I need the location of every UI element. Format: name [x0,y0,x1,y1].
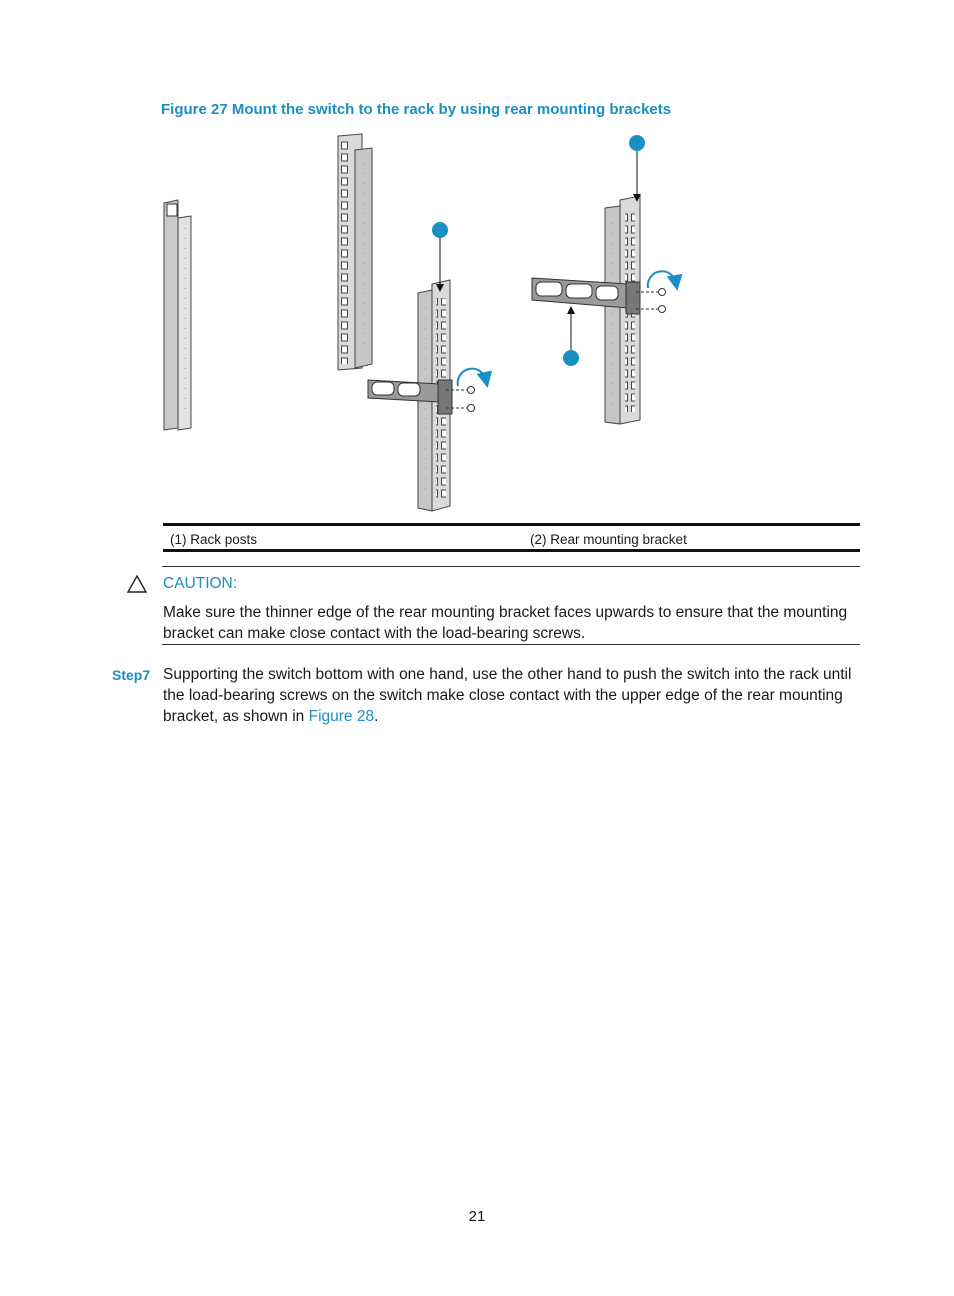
step-label: Step7 [112,667,151,683]
rack-post-center-lower [368,280,486,511]
caution-label: CAUTION: [163,575,238,592]
step-text [163,664,868,727]
callout-2 [563,310,579,366]
legend-rear-mounting-bracket: (2) Rear mounting bracket [530,532,687,547]
caution-top-rule [162,566,860,567]
figure-legend-table [163,523,860,552]
callout-1-center [432,222,448,288]
step-text-body: Supporting the switch bottom with one hand, use the other hand to push the switch into the rack until the load-bearing screws on the switch make close contact with the upper edge of the rear mounting bracket, as shown in [163,666,852,725]
page-number: 21 [468,1208,486,1225]
figure-title: Figure 27 Mount the switch to the rack by using rear mounting brackets [161,101,672,118]
caution-bottom-rule [162,644,860,645]
rack-post-left [164,200,191,430]
caution-triangle-icon [127,574,147,594]
caution-text: Make sure the thinner edge of the rear mounting bracket faces upwards to ensure that the mounting bracket can make close contact with the load-bearing screws. [163,604,848,642]
rack-mount-illustration [150,128,870,520]
step-text-end: . [374,708,379,725]
rack-post-right [532,196,676,424]
legend-rack-posts: (1) Rack posts [170,532,258,547]
figure-28-link[interactable]: Figure 28 [308,708,375,725]
rack-post-center-upper [338,134,372,370]
callout-1-right [629,135,645,198]
